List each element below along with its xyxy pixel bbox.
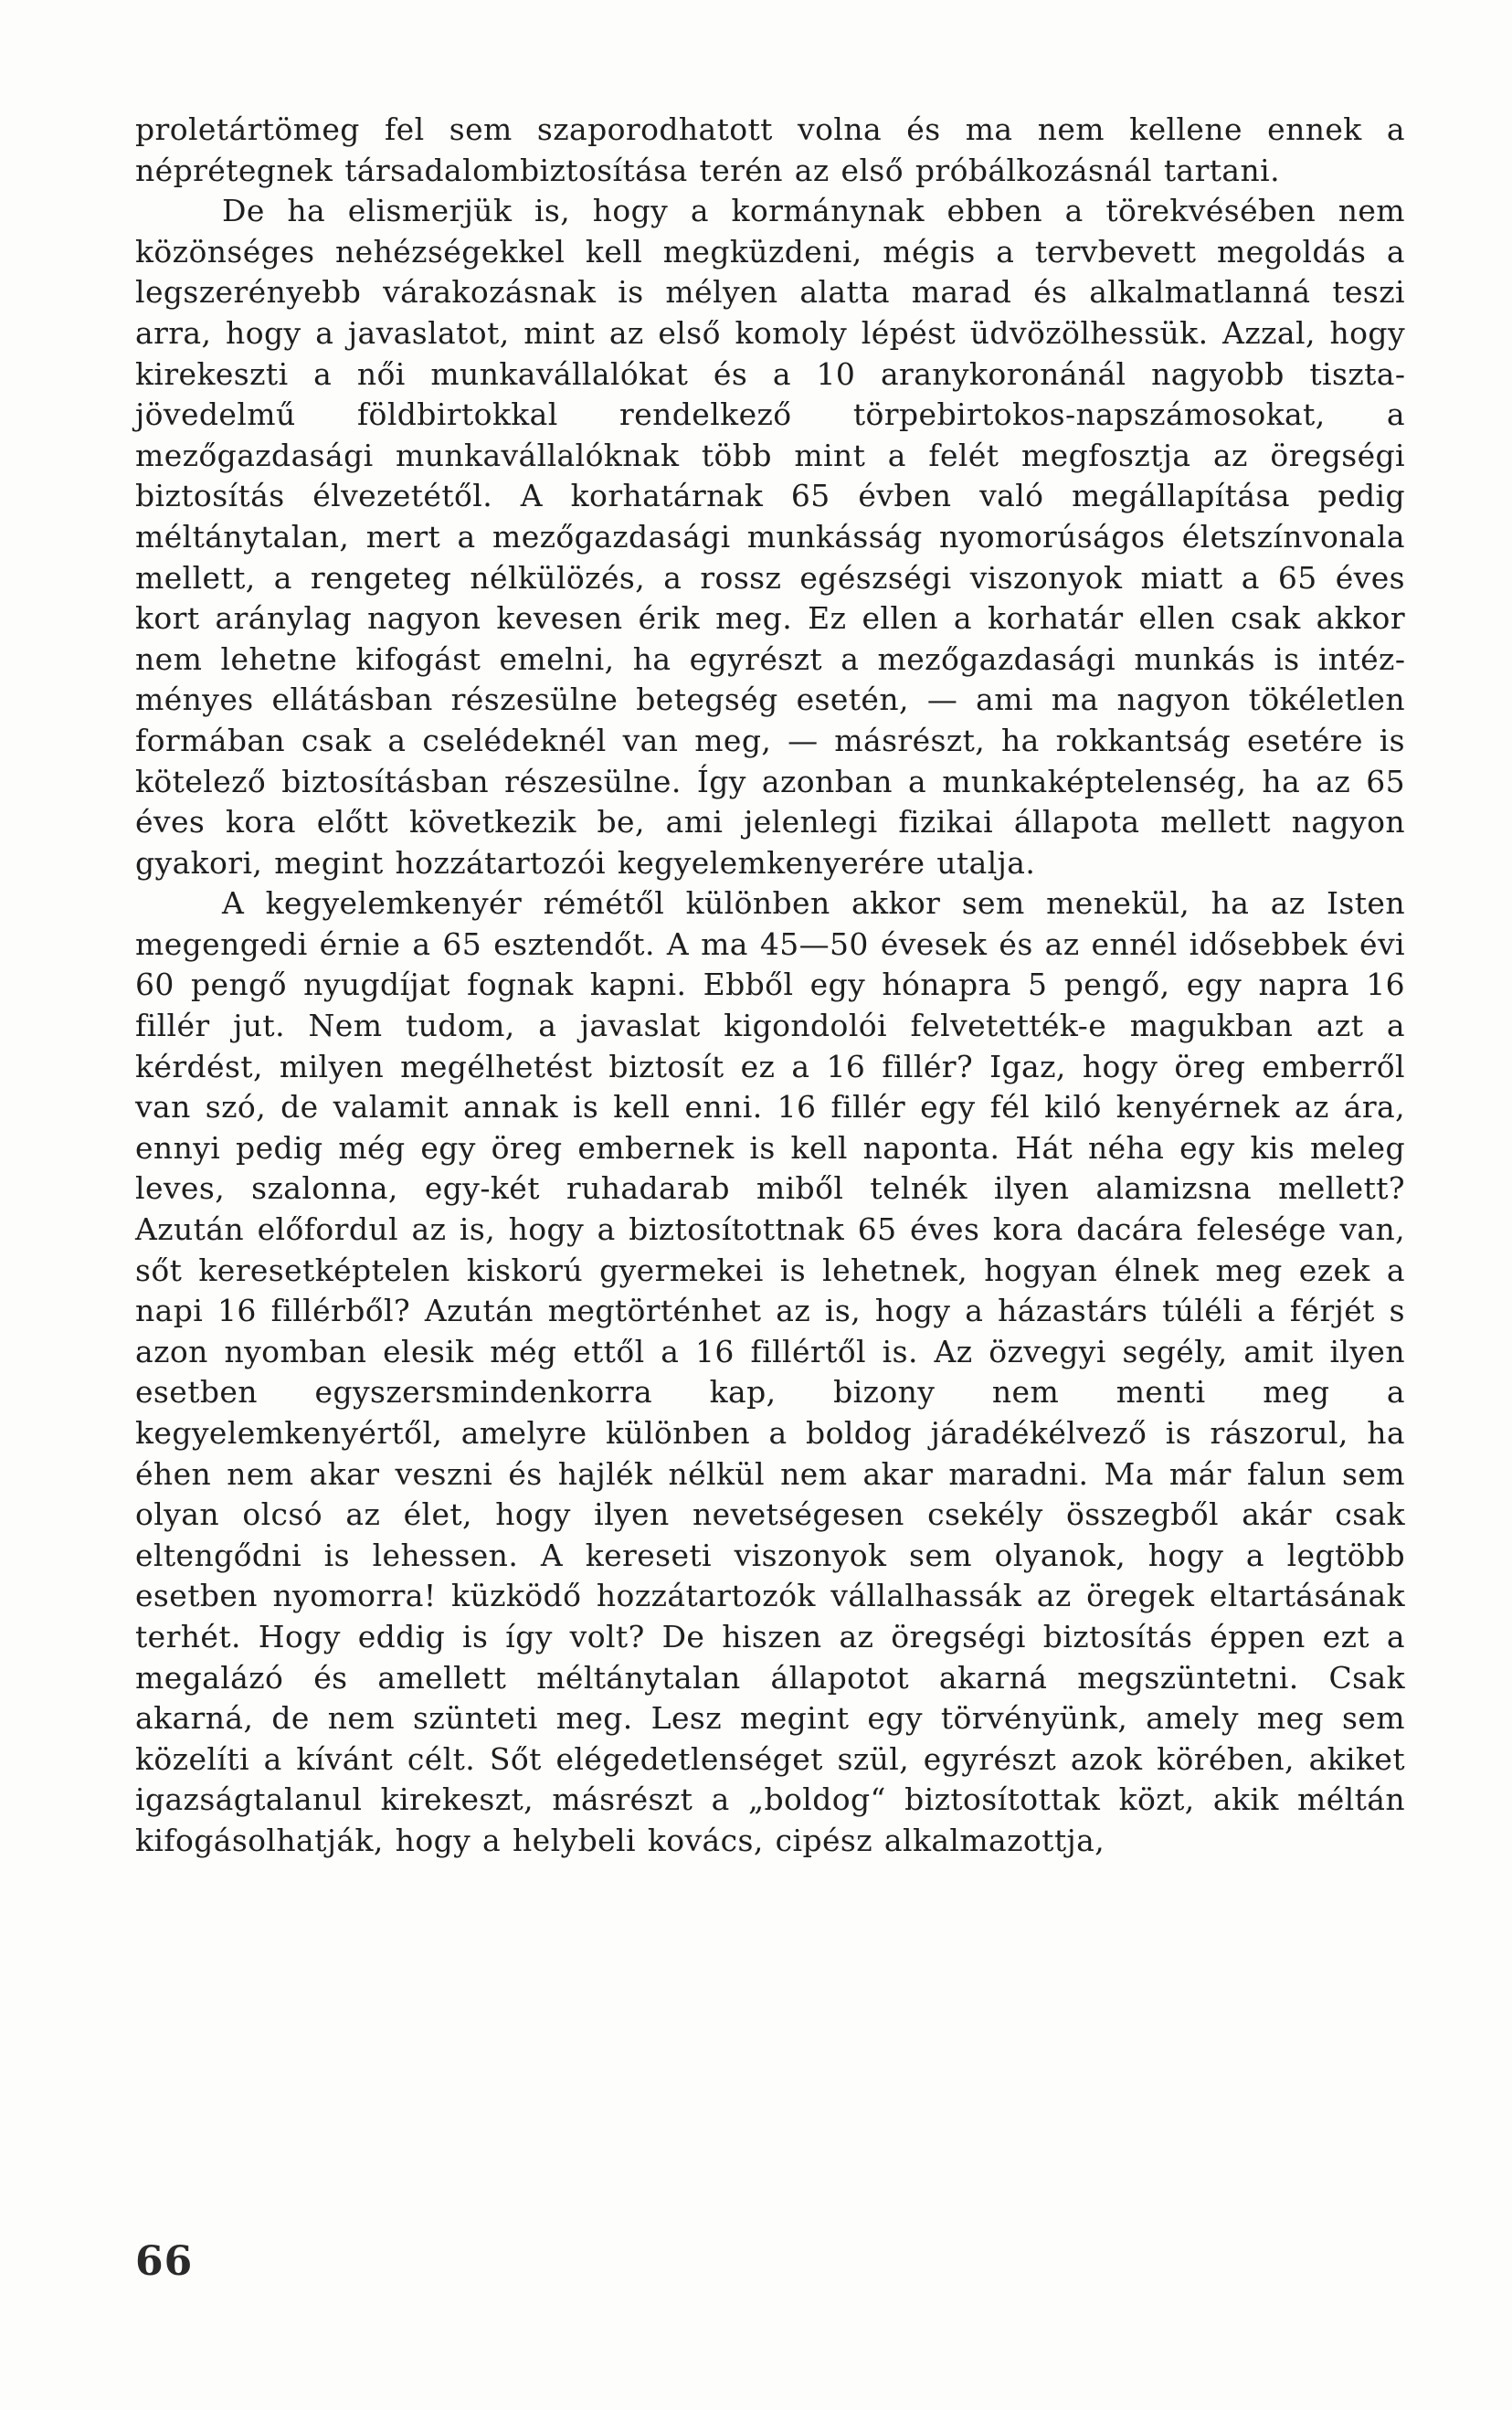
page-number: 66 [135,2238,194,2285]
paragraph-1: proletártömeg fel sem szaporodhatott volna és ma nem kellene ennek a néprétegnek társadalombiztosítása terén az első próbálkozásnál tartani. [135,111,1405,188]
body-text [135,110,1405,1862]
paragraph-3: A kegyelemkenyér rémétől különben akkor sem menekül, ha az Isten megengedi érnie a 65 esztendőt. A ma 45—50 évesek és az ennél idősebbek évi 60 pengő nyugdíjat fognak kapni. Ebből egy hónapra 5 pengő, egy napra 16 fillér jut. Nem tudom, a javaslat kigondolói felvetették-e magukban azt a kérdést, milyen megélhetést biztosít ez a 16 fillér? Igaz, hogy öreg emberről van szó, de valamit annak is kell enni. 16 fillér egy fél kiló kenyérnek az ára, ennyi pedig még egy öreg embernek is kell naponta. Hát néha egy kis meleg leves, szalonna, egy-két ruhadarab miből telnék ilyen alamizsna mellett? Azután előfordul az is, hogy a biztosítottnak 65 éves kora dacára felesége van, sőt keresetképtelen kiskorú gyermekei is lehetnek, hogyan élnek meg ezek a napi 16 fillérből? Azután megtörténhet az is, hogy a házastárs túléli a férjét s azon nyomban elesik még ettől a 16 fillértől is. Az özvegyi segély, amit ilyen esetben egyszersmindenkorra kap, bizony nem menti meg a kegyelemkenyértől, amelyre különben a boldog járadékélvező is rászorul, ha éhen nem akar veszni és hajlék nélkül nem akar maradni. Ma már falun sem olyan olcsó az élet, hogy ilyen nevetségesen csekély összegből akár csak eltengődni is lehessen. A kereseti viszonyok sem olyanok, hogy a legtöbb esetben nyomorra! küzködő hozzátartozók vállalhassák az öregek eltartásának terhét. Hogy eddig is így volt? De hiszen az öregségi biztosítás éppen ezt a megalázó és amellett méltánytalan állapotot akarná megszüntetni. Csak akarná, de nem szünteti meg. Lesz megint egy törvényünk, amely meg sem közelíti a kívánt célt. Sőt elégedetlenséget szül, egyrészt azok körében, akiket igazságtalanul kirekeszt, másrészt a „boldog“ biztosítottak közt, akik méltán kifogásolhatják, hogy a helybeli kovács, cipész alkalmazottja, [135,885,1405,1858]
paragraph-2: De ha elismerjük is, hogy a kormánynak ebben a törekvésében nem közönséges nehézségekkel kell megküzdeni, mégis a tervbevett megoldás a legszerényebb várakozásnak is mélyen alatta marad és alkalmatlanná teszi arra, hogy a javaslatot, mint az első komoly lépést üdvözölhessük. Azzal, hogy kirekeszti a női munkavállalókat és a 10 aranykoronánál nagyobb tisztajövedelmű földbirtokkal rendelkező törpebirtokos-napszámosokat, a mezőgazdasági munkavállalóknak több mint a felét megfosztja az öregségi biztosítás élvezetétől. A korhatárnak 65 évben való megállapítása pedig méltánytalan, mert a mezőgazdasági munkásság nyomorúságos életszínvonala mellett, a rengeteg nélkülözés, a rossz egészségi viszonyok miatt a 65 éves kort aránylag nagyon kevesen érik meg. Ez ellen a korhatár ellen csak akkor nem lehetne kifogást emelni, ha egyrészt a mezőgazdasági munkás is intézményes ellátásban részesülne betegség esetén, — ami ma nagyon tökéletlen formában csak a cselédeknél van meg, — másrészt, ha rokkantság esetére is kötelező biztosításban részesülne. Így azonban a munkaképtelenség, ha az 65 éves kora előtt következik be, ami jelenlegi fizikai állapota mellett nagyon gyakori, megint hozzátartozói kegyelemkenyerére utalja. [135,193,1405,881]
document-page [135,110,1405,2394]
